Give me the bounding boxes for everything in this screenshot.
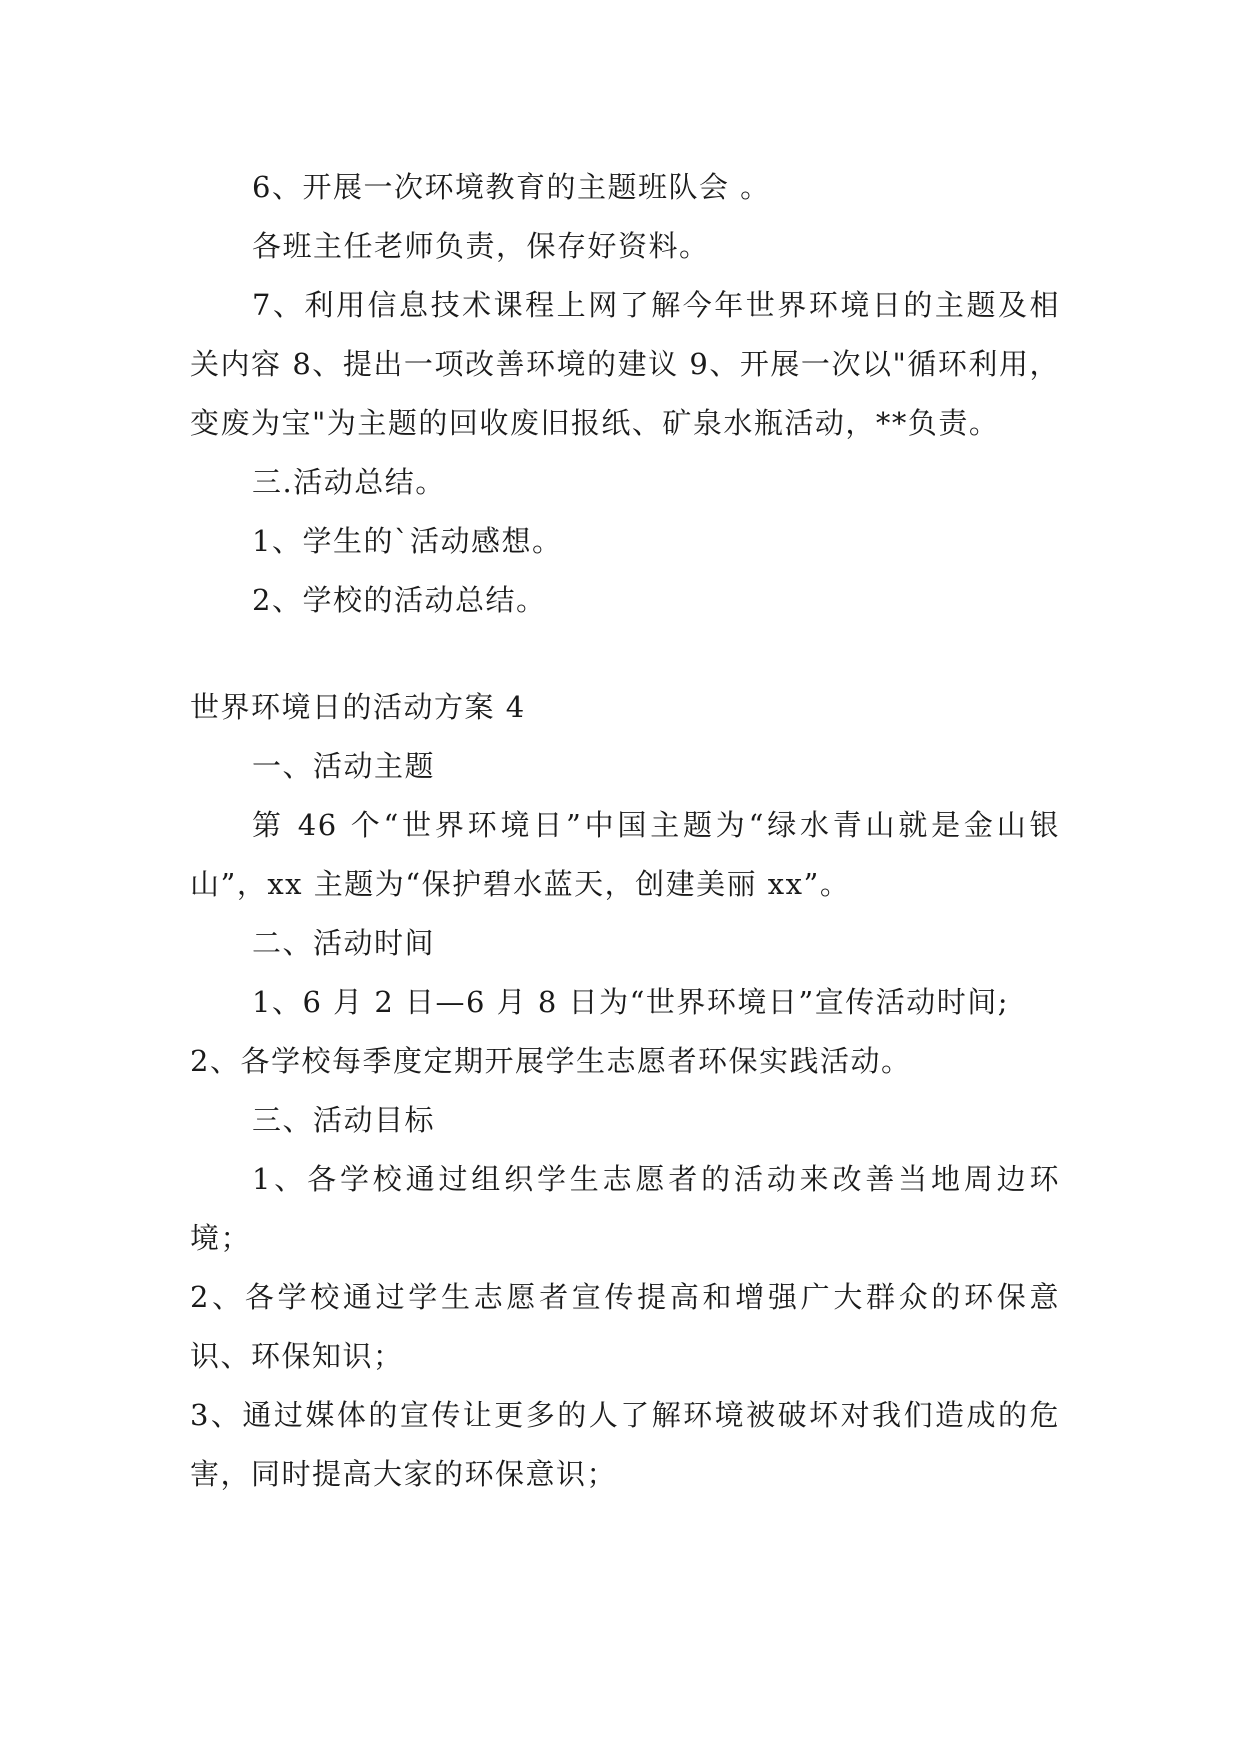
paragraph: 3、通过媒体的宣传让更多的人了解环境被破坏对我们造成的危害，同时提高大家的环保意识； <box>190 1398 1060 1491</box>
document-body <box>190 158 1060 1504</box>
paragraph: 各班主任老师负责，保存好资料。 <box>252 229 710 263</box>
paragraph: 二、活动时间 <box>252 926 436 960</box>
paragraph: 三、活动目标 <box>252 1103 436 1137</box>
paragraph: 2、各学校每季度定期开展学生志愿者环保实践活动。 <box>190 1044 912 1078</box>
paragraph: 一、活动主题 <box>252 749 436 783</box>
section-title: 世界环境日的活动方案 4 <box>190 690 526 724</box>
paragraph: 2、各学校通过学生志愿者宣传提高和增强广大群众的环保意识、环保知识； <box>190 1280 1060 1373</box>
section-spacer <box>190 630 1060 678</box>
paragraph: 6、开展一次环境教育的主题班队会 。 <box>252 170 771 204</box>
paragraph: 1、各学校通过组织学生志愿者的活动来改善当地周边环境； <box>190 1162 1060 1255</box>
paragraph: 第 46 个“世界环境日”中国主题为“绿水青山就是金山银山”，xx 主题为“保护碧水蓝天，创建美丽 xx”。 <box>190 808 1060 901</box>
paragraph: 1、6 月 2 日—6 月 8 日为“世界环境日”宣传活动时间; <box>252 985 1009 1019</box>
paragraph: 三.活动总结。 <box>252 465 446 499</box>
paragraph: 1、学生的`活动感想。 <box>252 524 563 558</box>
paragraph: 7、利用信息技术课程上网了解今年世界环境日的主题及相关内容 8、提出一项改善环境的建议 9、开展一次以"循环利用，变废为宝"为主题的回收废旧报纸、矿泉水瓶活动，**负责。 <box>190 288 1060 440</box>
paragraph: 2、学校的活动总结。 <box>252 583 547 617</box>
